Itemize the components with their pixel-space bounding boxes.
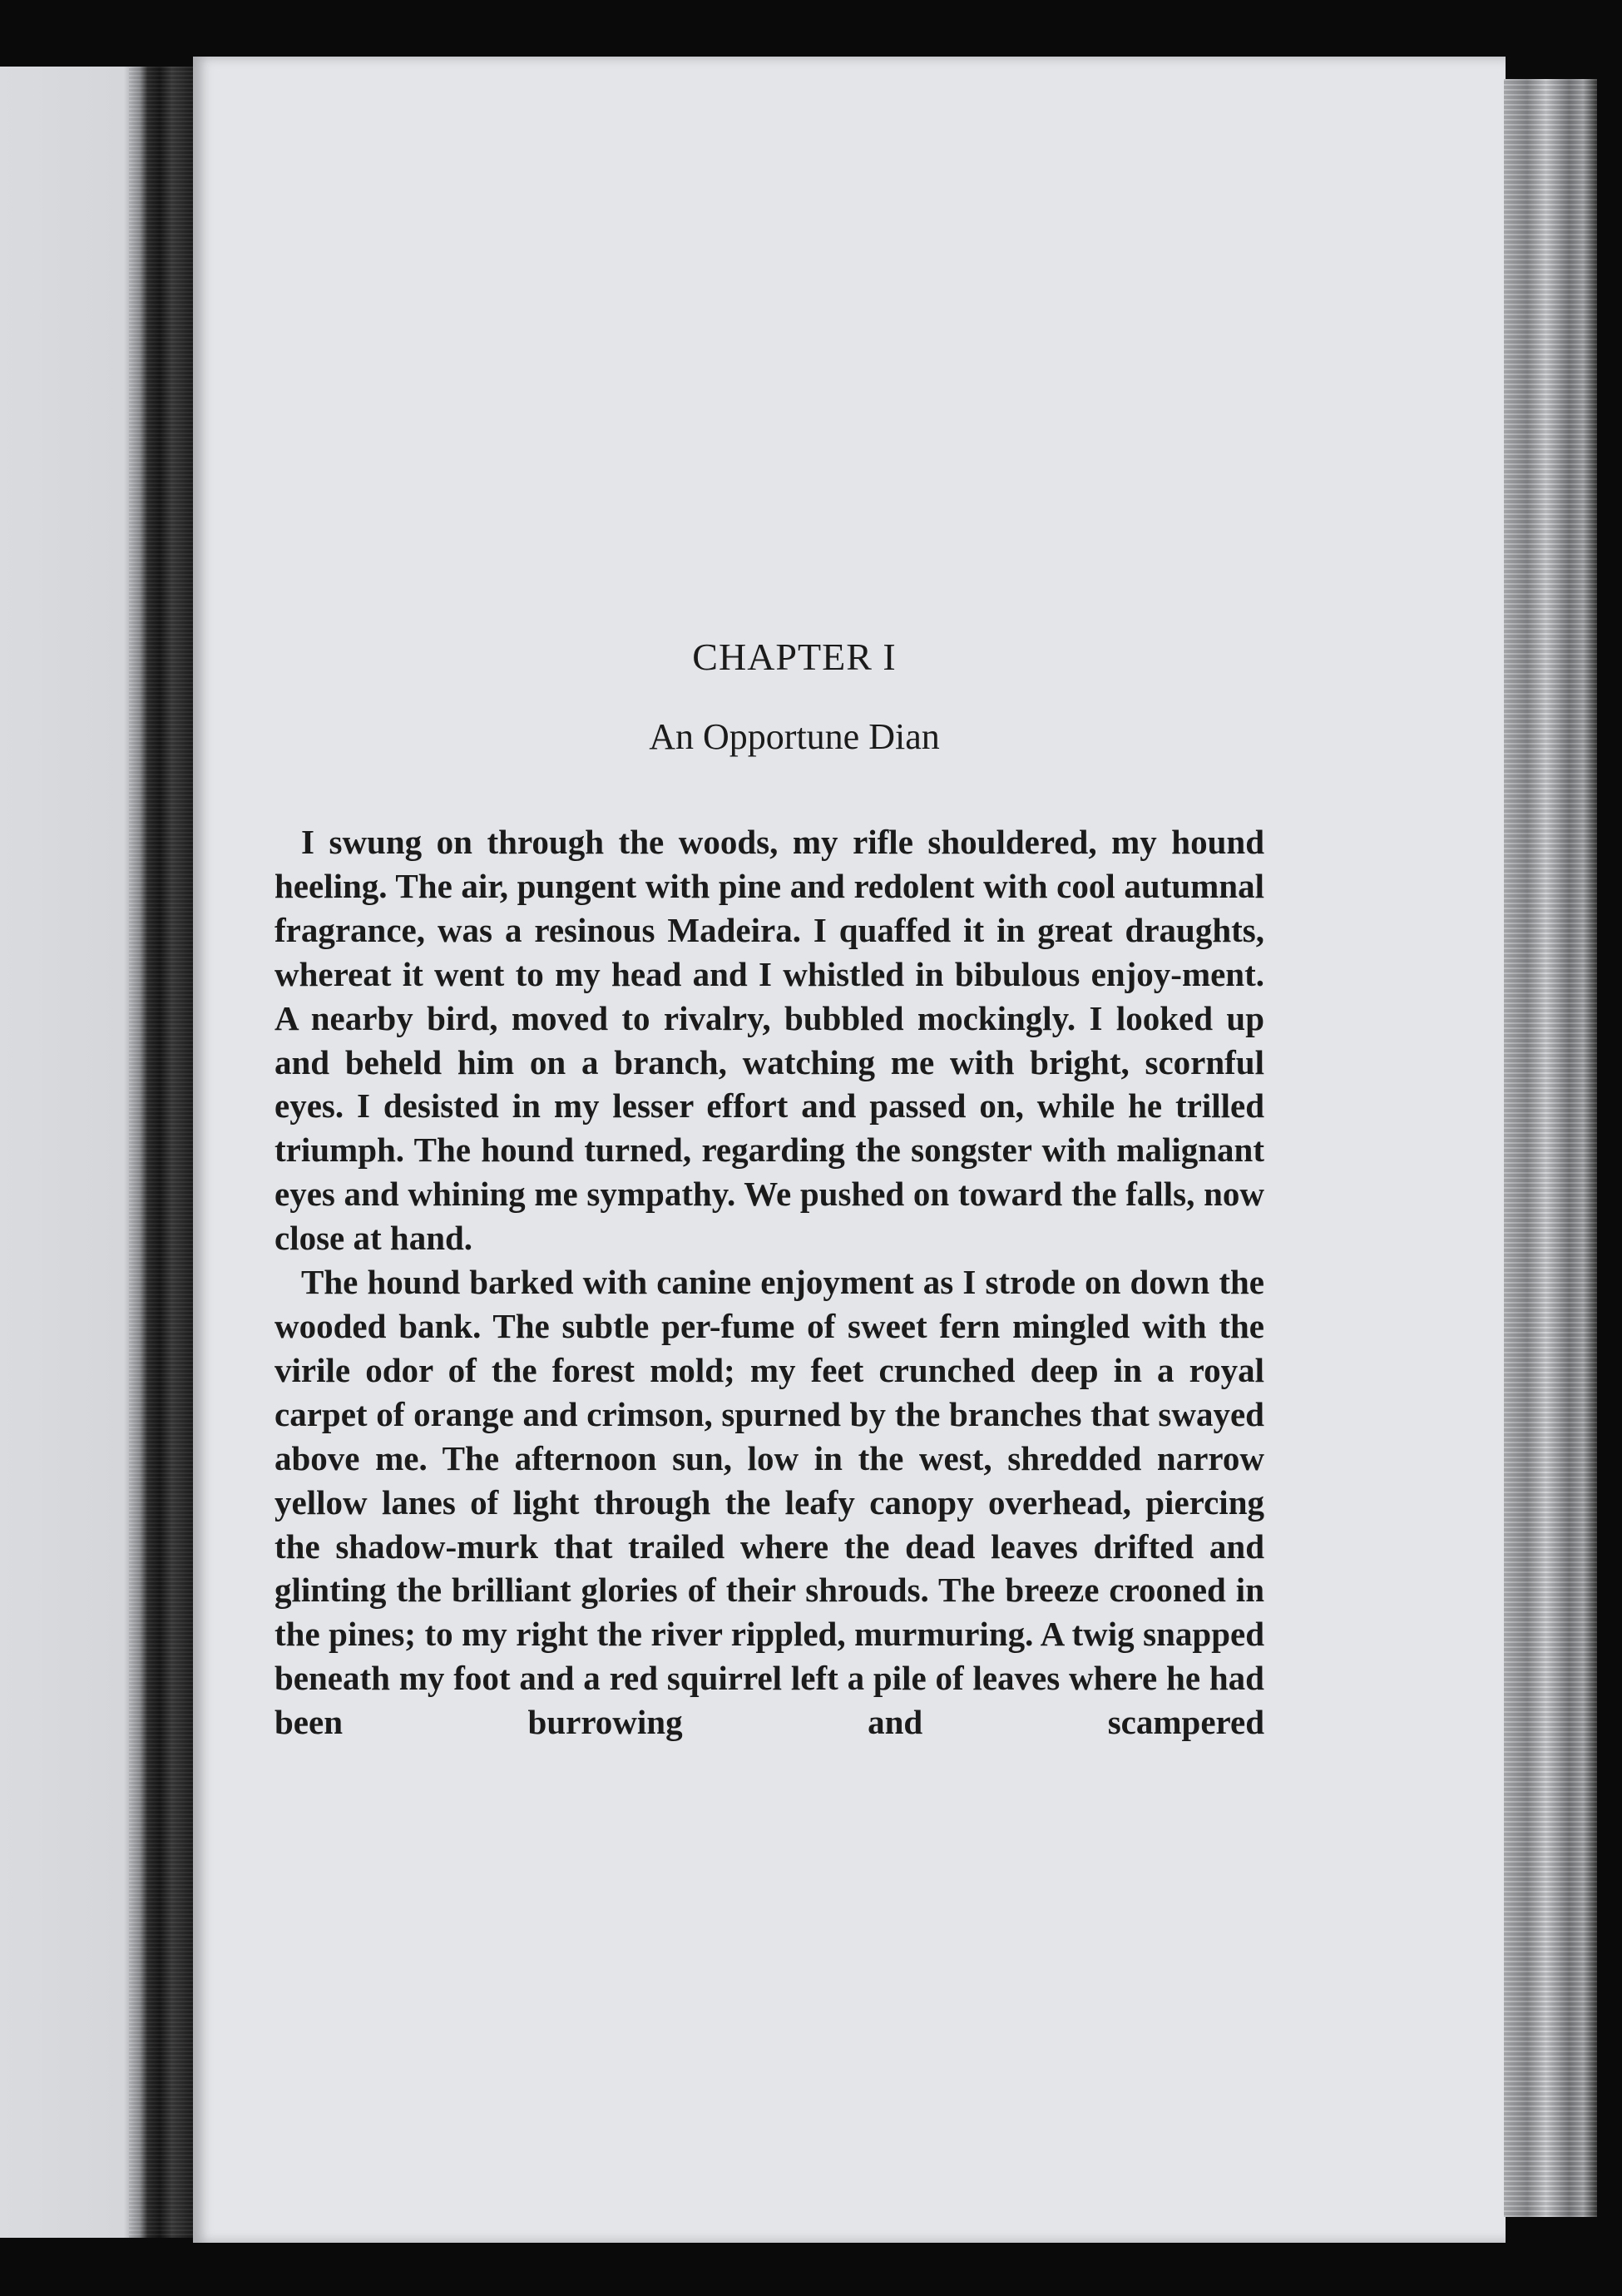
page-stack-lines <box>1504 79 1597 2217</box>
paragraph-2: The hound barked with canine enjoyment as I strode on down the wooded bank. The subtle per-fume of sweet fern mingled with the virile odor of the forest mold; my feet crunched deep in a royal carpet of orange and crimson, spurned by the branches that swayed above me. The afternoon sun, low in the west, shredded narrow yellow lanes of light through the leafy canopy overhead, piercing the shadow-murk that trailed where the dead leaves drifted and glinting the brilliant glories of their shrouds. The breeze crooned in the pines; to my right the river rippled, murmuring. A twig snapped beneath my foot and a red squirrel left a pile of leaves where he had been burrowing and scampered <box>274 1263 1264 1742</box>
page-text <box>274 632 1264 1744</box>
paragraph-1: I swung on through the woods, my rifle shouldered, my hound heeling. The air, pungent with pine and redolent with cool autumnal fragrance, was a resinous Madeira. I quaffed it in great draughts, whereat it went to my head and I whistled in bibulous enjoy-ment. A nearby bird, moved to rivalry, bubbled mockingly. I looked up and beheld him on a branch, watching me with bright, scornful eyes. I desisted in my lesser effort and passed on, while he trilled triumph. The hound turned, regarding the songster with malignant eyes and whining me sympathy. We pushed on toward the falls, now close at hand. <box>274 823 1264 1258</box>
book-gutter <box>129 67 195 2238</box>
chapter-heading: CHAPTER I <box>692 636 897 678</box>
chapter-title: An Opportune Dian <box>649 716 940 757</box>
chapter-body <box>274 820 1264 1744</box>
